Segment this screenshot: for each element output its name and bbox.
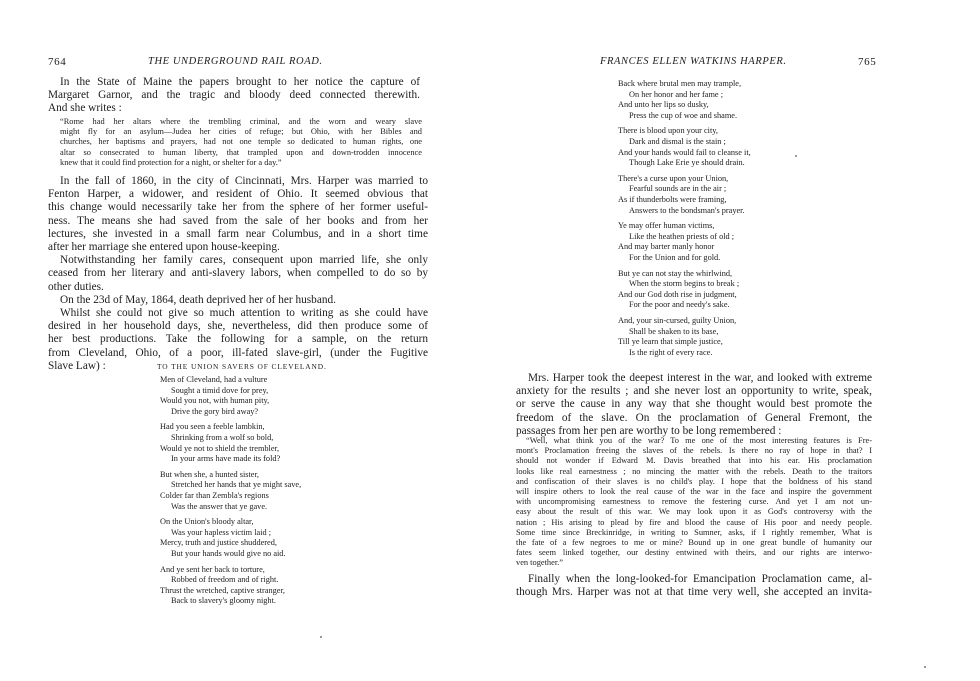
quote-line: altar so consecrated to human liberty, that trampled upon and down-trodden innocence [60, 147, 422, 157]
quote-line: ven together.” [516, 558, 563, 568]
quote-line: will inspire others to look the real cause of the war in the face and inspire the government [516, 487, 872, 496]
poem-line: In your arms have made its fold? [171, 454, 281, 464]
body-line: desired in her household days, she, nevertheless, did then produce some of [48, 320, 428, 333]
poem-line: And may barter manly honor [618, 242, 715, 252]
poem-title: TO THE UNION SAVERS OF CLEVELAND. [157, 362, 327, 371]
body-line: her best productions. Take the following for a sample, on the return [48, 333, 428, 346]
poem-line: But ye can not stay the whirlwind, [618, 268, 733, 278]
poem-line: Would ye not to shield the trembler, [160, 443, 280, 453]
poem-line: For the Union and for gold. [629, 253, 721, 262]
print-speck [795, 155, 797, 157]
right-page [490, 0, 980, 681]
quote-line: churches, her baptisms and prayers, had not one temple so dedicated to human rights, one [60, 137, 422, 147]
quote-line: nation ; His arising to plead by fire and blood the cause of His poor and needy people. [516, 517, 872, 527]
poem-line: And your hands would fail to cleanse it, [618, 147, 751, 157]
poem-line: Answers to the bondsman's prayer. [629, 205, 745, 215]
poem-line: For the poor and needy's sake. [629, 300, 730, 310]
poem-line: Would you not, with human pity, [160, 396, 270, 406]
poem-line: Back where brutal men may trample, [618, 79, 742, 88]
quote-line: and confiscation of their slaves is no child's play. I hope that the boldness of his stand [516, 476, 872, 486]
poem-line: And, your sin-cursed, guilty Union, [618, 316, 737, 325]
poem-line: Was your hapless victim laid ; [171, 527, 272, 537]
poem-line: Shrinking from a wolf so bold, [171, 433, 274, 442]
body-line: or serve the cause in any way that she thought would best promote the [516, 398, 872, 411]
quote-line: with uncompromising earnestness to remove the festering curse. And yet I am not un- [516, 497, 872, 507]
body-line: On the 23d of May, 1864, death deprived her of her husband. [60, 293, 336, 306]
poem-line: Is the right of every race. [629, 347, 713, 357]
poem-line: There is blood upon your city, [618, 126, 718, 136]
poem-line: Back to slavery's gloomy night. [171, 596, 276, 606]
body-line: In the fall of 1860, in the city of Cincinnati, Mrs. Harper was married to [60, 175, 428, 187]
quote-line: mont's Proclamation freeing the slaves of the rebels. Is there no ray of hope in that? I [516, 446, 872, 456]
intro-line: In the State of Maine the papers brought to her notice the capture of [60, 76, 420, 88]
poem-line: Mercy, truth and justice shuddered, [160, 538, 277, 548]
running-head: THE UNDERGROUND RAIL ROAD. [148, 56, 323, 67]
body-line: ceased from her literary and anti-slavery labors, when compelled to do so by [48, 267, 428, 280]
body-line: other duties. [48, 280, 104, 293]
body-line: lectures, she invested in a small farm near Columbus, and in a short time [48, 227, 428, 240]
poem-line: Ye may offer human victims, [618, 221, 715, 231]
poem-line: Like the heathen priests of old ; [629, 231, 735, 241]
quote-line: “Well, what think you of the war? To me one of the most interesting features is Fre- [526, 436, 872, 445]
quote-line: fates seem linked together, our destiny entwined with theirs, and our rights are interwo- [516, 548, 872, 558]
poem-line: Had you seen a feeble lambkin, [160, 422, 265, 432]
poem-line: And unto her lips so dusky, [618, 100, 709, 110]
poem-line: As if thunderbolts were framing, [618, 195, 727, 204]
intro-line: And she writes : [48, 102, 122, 115]
poem-line: Sought a timid dove for prey, [171, 385, 269, 395]
page-number: 765 [858, 56, 877, 68]
poem-line: Stretched her hands that ye might save, [171, 480, 302, 490]
poem-line: Dark and dismal is the stain ; [629, 137, 726, 146]
quote-line: looks like real earnestness ; no mincing the matter with the rebels. Death to the traitors [516, 466, 872, 476]
poem-line: Robbed of freedom and of right. [171, 575, 279, 585]
poem-line: Though Lake Erie ye should drain. [629, 158, 745, 168]
poem-line: Men of Cleveland, had a vulture [160, 375, 268, 384]
body-line: Slave Law) : [48, 359, 106, 372]
print-speck [924, 666, 926, 668]
closing-line: though Mrs. Harper was not at that time very well, she accepted an invita- [516, 586, 872, 599]
closing-line: Finally when the long-looked-for Emancipation Proclamation came, al- [528, 573, 872, 585]
quote-line: Some time since Breckinridge, in writing to Sumner, asks, if I rightly remember, What is [516, 527, 872, 537]
body-line: freedom of the slave. On the proclamation of General Fremont, the [516, 411, 872, 424]
poem-line: Shall be shaken to its base, [629, 326, 719, 336]
poem-line: Drive the gory bird away? [171, 406, 259, 416]
body-line: anxiety for the results ; and she never lost an opportunity to write, speak, [516, 385, 872, 398]
poem-line: And ye sent her back to torture, [160, 564, 265, 574]
poem-line: On the Union's bloody altar, [160, 517, 254, 527]
body-line: after her marriage she entered upon house-keeping. [48, 241, 280, 253]
poem-line: When the storm begins to break ; [629, 279, 740, 289]
poem-line: Thrust the wretched, captive stranger, [160, 585, 285, 595]
poem-line: Till ye learn that simple justice, [618, 337, 723, 347]
body-line: from Cleveland, Ohio, of a poor, ill-fated slave-girl, (under the Fugitive [48, 346, 428, 359]
intro-line: Margaret Garnor, and the tragic and bloody deed connected therewith. [48, 89, 420, 102]
poem-line: And our God doth rise in judgment, [618, 289, 737, 299]
quote-line: “Rome had her altars where the trembling criminal, and the worn and weary slave [60, 117, 422, 126]
body-line: Fenton Harper, a widower, and resident of Ohio. It seemed obvious that [48, 188, 428, 201]
poem-line: Was the answer that ye gave. [171, 501, 268, 511]
poem-line: But when she, a hunted sister, [160, 469, 259, 479]
body-line: Mrs. Harper took the deepest interest in the war, and looked with extreme [528, 372, 872, 384]
print-speck [320, 636, 322, 638]
poem-line: But your hands would give no aid. [171, 549, 286, 558]
body-line: Whilst she could not give so much attention to writing as she could have [60, 307, 428, 319]
body-line: ness. The means she had saved from the sale of her books and from her [48, 214, 428, 227]
poem-line: Fearful sounds are in the air ; [629, 184, 727, 194]
quote-line: easy about the result of this war. We may look upon it as God's controversy with the [516, 507, 872, 517]
quote-line: knew that it could find protection for a night, or shelter for a day.” [60, 157, 282, 167]
poem-line: Colder far than Zembla's regions [160, 491, 269, 500]
poem-line: Press the cup of woe and shame. [629, 110, 738, 120]
quote-line: the fate of a few negroes to me or mine? Bound up in one great bundle of humanity our [516, 538, 872, 547]
body-line: Notwithstanding her family cares, consequent upon married life, she only [60, 254, 428, 267]
running-head: FRANCES ELLEN WATKINS HARPER. [600, 56, 787, 67]
body-line: passages from her pen are worthy to be long remembered : [516, 424, 782, 437]
poem-line: There's a curse upon your Union, [618, 173, 729, 183]
quote-line: should not wonder if Edward M. Davis breathed that into his ear. His proclamation [516, 456, 872, 466]
page-number: 764 [48, 56, 67, 68]
quote-line: might fly for an asylum—Judea her cities of refuge; but Ohio, with her Bibles and [60, 127, 422, 137]
poem-line: On her honor and her fame ; [629, 89, 723, 99]
body-line: this change would necessarily take her from the sphere of her former useful- [48, 201, 428, 214]
